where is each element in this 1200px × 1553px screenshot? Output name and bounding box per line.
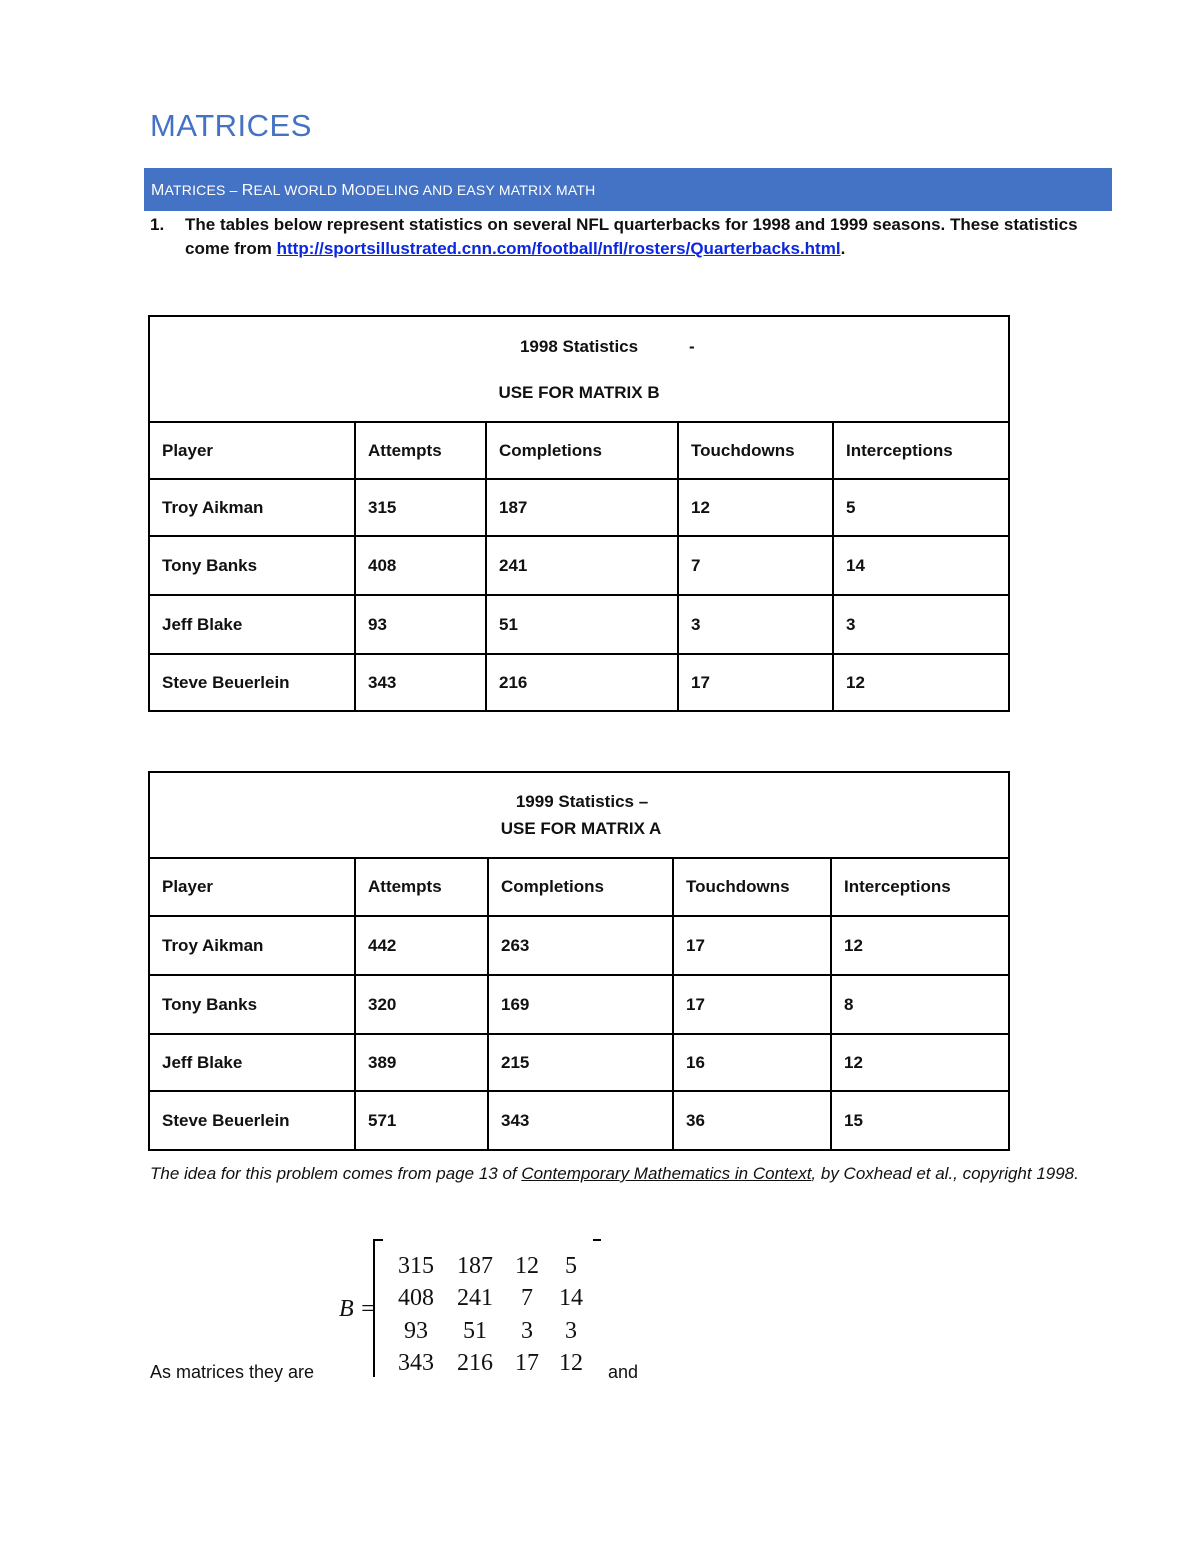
- matrix-cell: 14: [559, 1285, 583, 1312]
- cell-touchdowns: 17: [673, 916, 831, 975]
- cell-interceptions: 5: [833, 479, 1009, 536]
- cell-completions: 216: [486, 654, 678, 711]
- column-header-touchdowns: Touchdowns: [678, 422, 833, 479]
- note-book-title: Contemporary Mathematics in Context: [521, 1164, 812, 1183]
- cell-player: Jeff Blake: [149, 1034, 355, 1091]
- question-body: The tables below represent statistics on several NFL quarterbacks for 1998 and 1999 seasons. These statistics come from: [185, 215, 1078, 258]
- stats-table-1999: [148, 771, 1010, 1151]
- cell-interceptions: 12: [831, 916, 1009, 975]
- cell-interceptions: 3: [833, 595, 1009, 654]
- matrix-b: [390, 1250, 596, 1380]
- table-row: [149, 479, 1009, 536]
- table-row: [149, 595, 1009, 654]
- table-title-1999: [149, 772, 1009, 858]
- cell-touchdowns: 36: [673, 1091, 831, 1150]
- column-header-touchdowns: Touchdowns: [673, 858, 831, 916]
- table-row: [149, 536, 1009, 595]
- cell-player: Tony Banks: [149, 975, 355, 1034]
- cell-attempts: 442: [355, 916, 488, 975]
- cell-touchdowns: 3: [678, 595, 833, 654]
- cell-completions: 241: [486, 536, 678, 595]
- matrix-cell: 7: [521, 1285, 533, 1312]
- page-title: MATRICES: [150, 108, 312, 143]
- note-prefix: The idea for this problem comes from page 13 of: [150, 1164, 522, 1183]
- matrix-cell: 12: [515, 1252, 539, 1279]
- table-row: [149, 1034, 1009, 1091]
- cell-touchdowns: 17: [673, 975, 831, 1034]
- matrix-cell: 5: [565, 1252, 577, 1279]
- column-header-player: Player: [149, 858, 355, 916]
- cell-interceptions: 8: [831, 975, 1009, 1034]
- cell-player: Tony Banks: [149, 536, 355, 595]
- matrix-cell: 17: [515, 1350, 539, 1377]
- table-header-row: [149, 422, 1009, 479]
- source-note: [150, 1160, 1100, 1188]
- matrix-cell: 408: [398, 1285, 434, 1312]
- section-heading-text: MATRICES – REAL WORLD MODELING AND EASY MATRIX MATH: [151, 182, 596, 199]
- table-header-row: [149, 858, 1009, 916]
- note-suffix: , by Coxhead et al., copyright 1998.: [811, 1164, 1079, 1183]
- matrix-cell: 51: [463, 1317, 487, 1344]
- question-text: [185, 213, 1110, 261]
- table-row: [149, 975, 1009, 1034]
- column-header-player: Player: [149, 422, 355, 479]
- cell-completions: 187: [486, 479, 678, 536]
- cell-attempts: 389: [355, 1034, 488, 1091]
- matrix-cell: 93: [404, 1317, 428, 1344]
- cell-completions: 343: [488, 1091, 673, 1150]
- stats-table-1998: [148, 315, 1010, 712]
- table-title-line2: USE FOR MATRIX B: [498, 382, 660, 402]
- cell-interceptions: 12: [833, 654, 1009, 711]
- column-header-interceptions: Interceptions: [831, 858, 1009, 916]
- matrix-row: [390, 1348, 596, 1381]
- cell-touchdowns: 12: [678, 479, 833, 536]
- matrix-cell: 3: [521, 1317, 533, 1344]
- cell-player: Troy Aikman: [149, 916, 355, 975]
- cell-attempts: 93: [355, 595, 486, 654]
- matrix-right-bracket-top: [593, 1239, 601, 1241]
- matrix-left-bracket: [373, 1239, 383, 1377]
- matrix-row: [390, 1315, 596, 1348]
- question-1: [150, 213, 1110, 261]
- table-title-dash: -: [689, 336, 695, 356]
- matrix-cell: 241: [457, 1285, 493, 1312]
- question-suffix: .: [840, 239, 846, 258]
- cell-interceptions: 12: [831, 1034, 1009, 1091]
- matrix-b-label: B =: [339, 1296, 376, 1322]
- matrix-cell: 12: [559, 1350, 583, 1377]
- matrices-and-text: and: [608, 1362, 639, 1382]
- cell-attempts: 571: [355, 1091, 488, 1150]
- cell-attempts: 343: [355, 654, 486, 711]
- column-header-attempts: Attempts: [355, 422, 486, 479]
- matrix-cell: 3: [565, 1317, 577, 1344]
- table-title-1998: [149, 316, 1009, 422]
- matrix-cell: 187: [457, 1252, 493, 1279]
- column-header-attempts: Attempts: [355, 858, 488, 916]
- cell-completions: 51: [486, 595, 678, 654]
- cell-player: Troy Aikman: [149, 479, 355, 536]
- column-header-interceptions: Interceptions: [833, 422, 1009, 479]
- cell-player: Steve Beuerlein: [149, 1091, 355, 1150]
- cell-touchdowns: 16: [673, 1034, 831, 1091]
- cell-attempts: 408: [355, 536, 486, 595]
- matrix-cell: 216: [457, 1350, 493, 1377]
- matrix-cell: 315: [398, 1252, 434, 1279]
- cell-completions: 215: [488, 1034, 673, 1091]
- cell-touchdowns: 17: [678, 654, 833, 711]
- table-title-line1: 1998 Statistics: [519, 336, 639, 356]
- cell-touchdowns: 7: [678, 536, 833, 595]
- cell-completions: 169: [488, 975, 673, 1034]
- table-row: [149, 1091, 1009, 1150]
- section-heading-banner: [144, 168, 1112, 211]
- source-link[interactable]: http://sportsillustrated.cnn.com/football/nfl/rosters/Quarterbacks.html: [276, 239, 841, 258]
- column-header-completions: Completions: [486, 422, 678, 479]
- table-row: [149, 654, 1009, 711]
- matrix-row: [390, 1283, 596, 1316]
- question-number: 1.: [150, 215, 165, 234]
- table-title-line2: USE FOR MATRIX A: [500, 819, 662, 838]
- table-row: [149, 916, 1009, 975]
- cell-completions: 263: [488, 916, 673, 975]
- cell-interceptions: 14: [833, 536, 1009, 595]
- matrix-row: [390, 1250, 596, 1283]
- cell-player: Jeff Blake: [149, 595, 355, 654]
- column-header-completions: Completions: [488, 858, 673, 916]
- table-title-line1: 1999 Statistics –: [515, 792, 649, 811]
- cell-attempts: 320: [355, 975, 488, 1034]
- cell-interceptions: 15: [831, 1091, 1009, 1150]
- matrices-lead-text: As matrices they are: [150, 1362, 315, 1382]
- matrix-cell: 343: [398, 1350, 434, 1377]
- cell-attempts: 315: [355, 479, 486, 536]
- cell-player: Steve Beuerlein: [149, 654, 355, 711]
